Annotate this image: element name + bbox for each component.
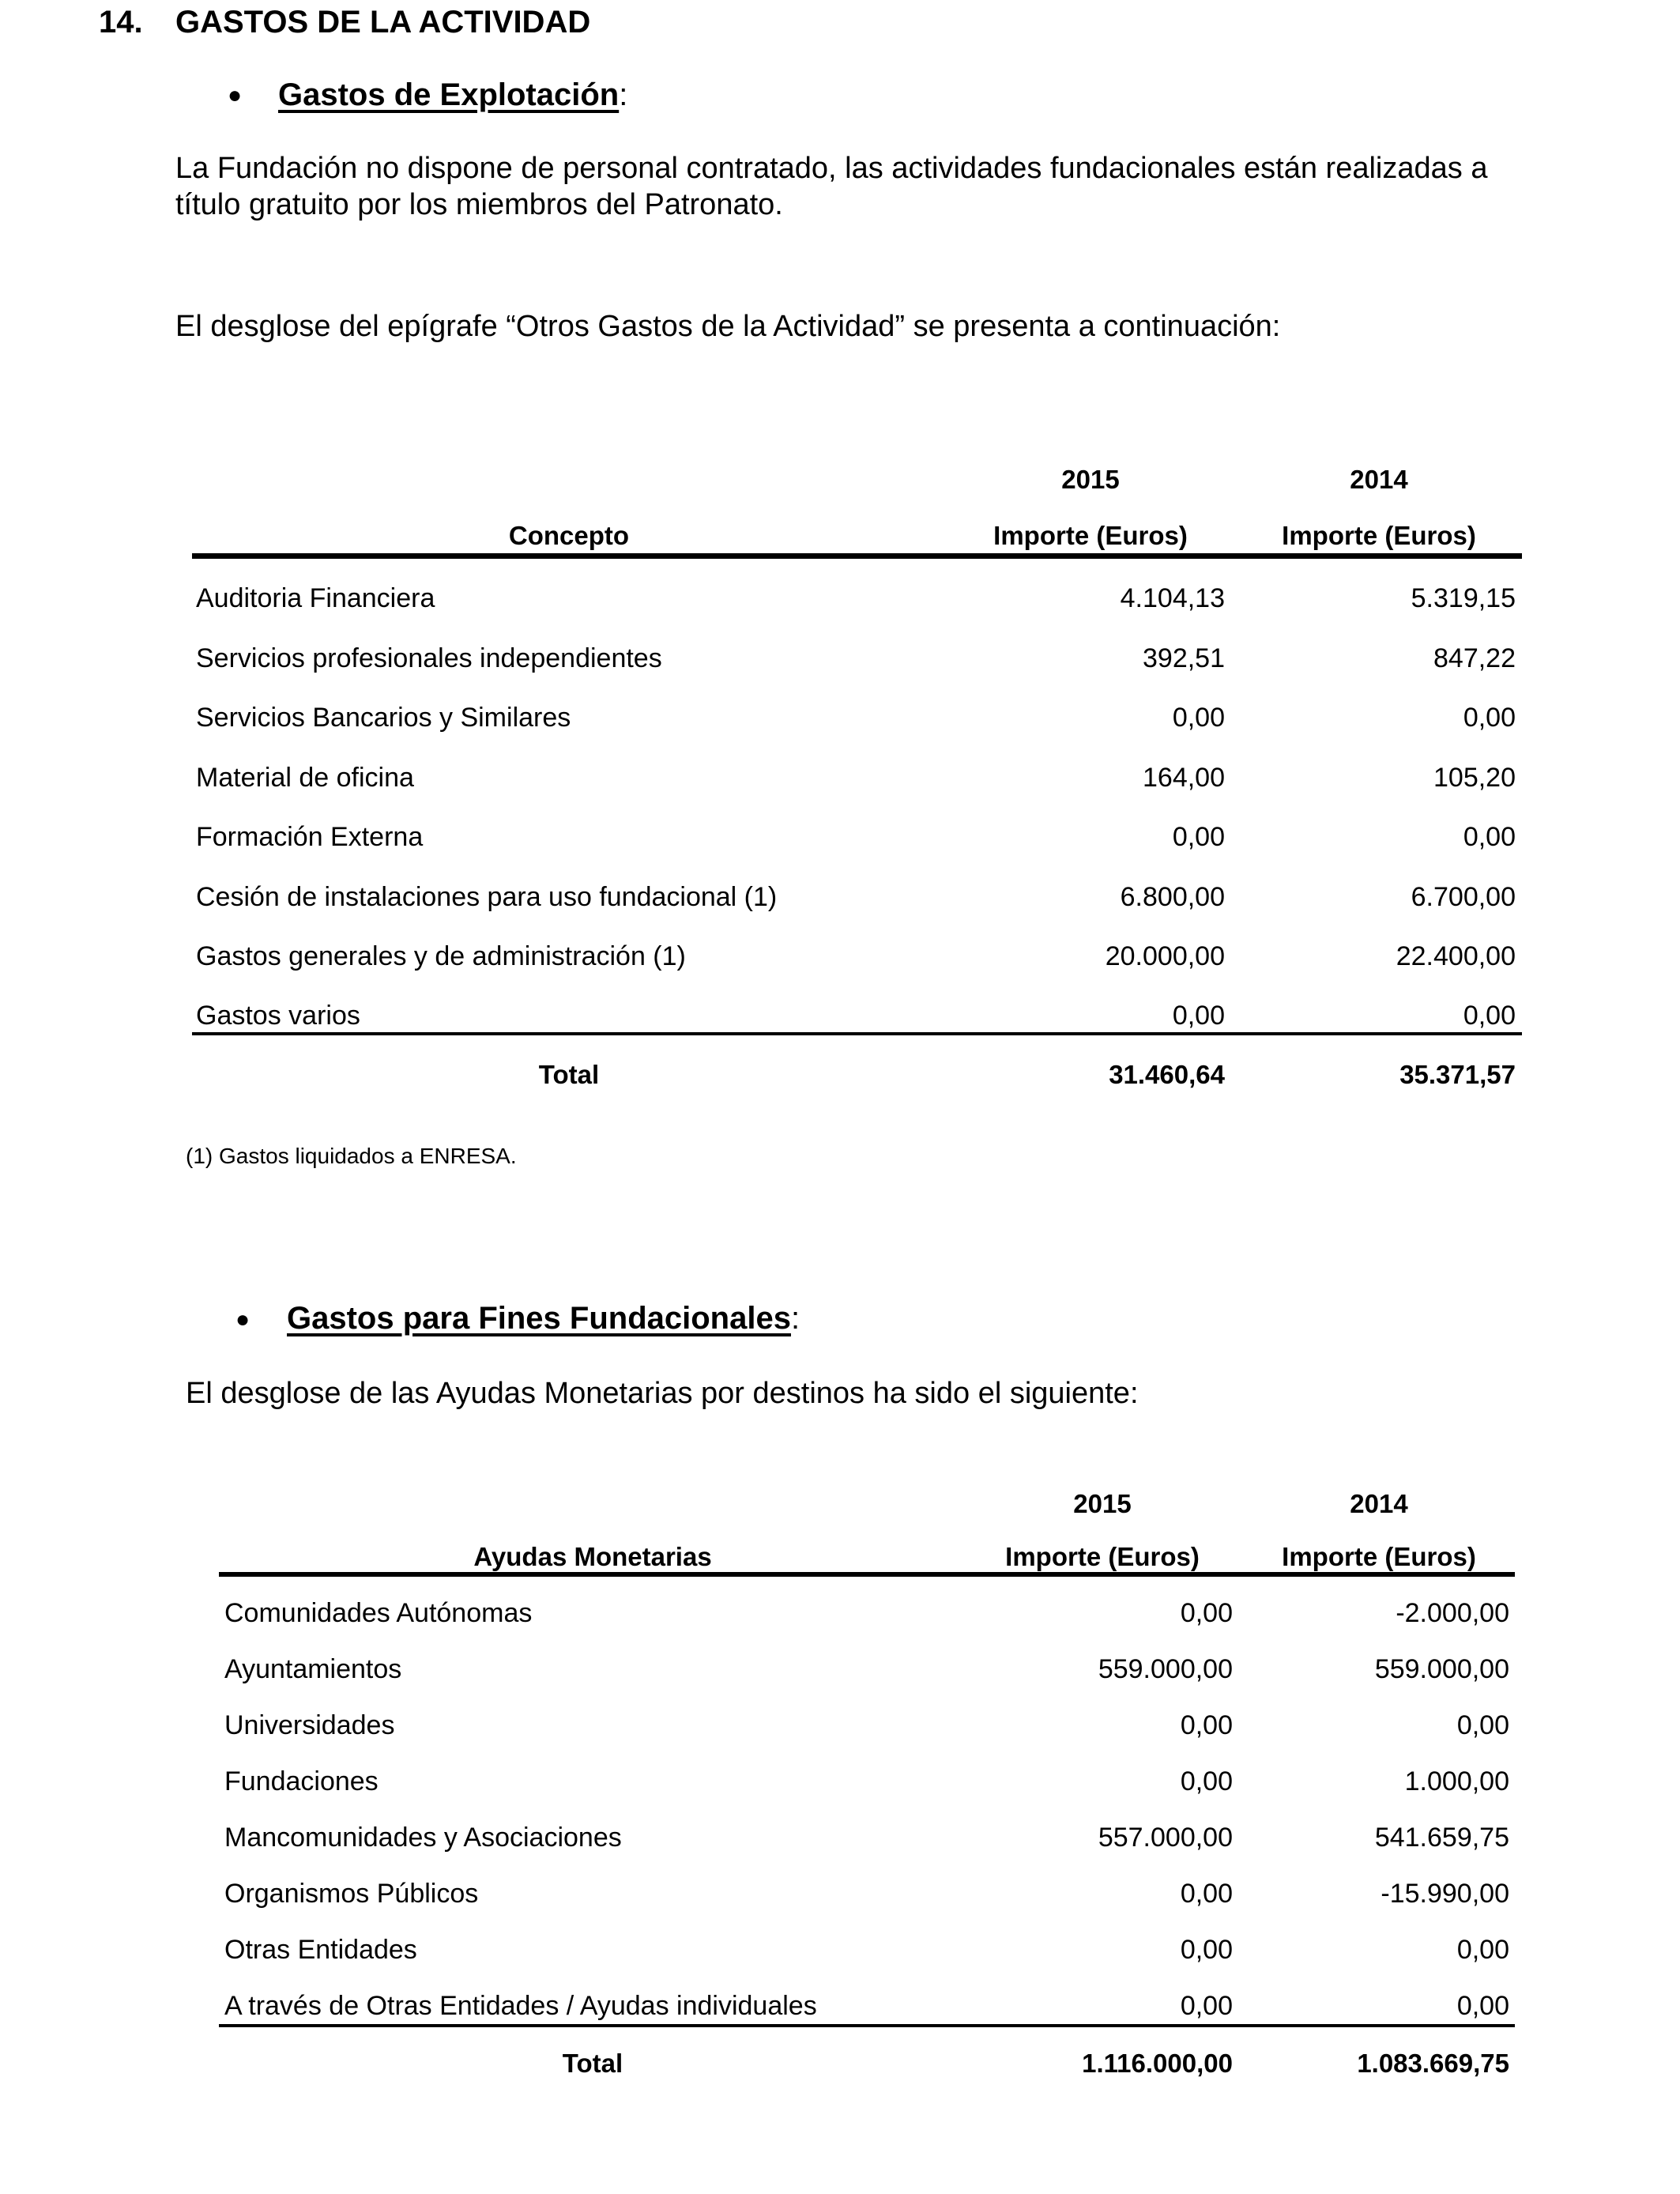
row-label: Cesión de instalaciones para uso fundacional (1) bbox=[196, 882, 778, 912]
row-label: Organismos Públicos bbox=[224, 1879, 479, 1909]
row-label: Material de oficina bbox=[196, 763, 414, 793]
row-value-2014: 22.400,00 bbox=[1396, 941, 1516, 971]
paragraph-line: título gratuito por los miembros del Patronato. bbox=[175, 188, 783, 221]
bullet-icon: ● bbox=[228, 82, 243, 108]
footnote: (1) Gastos liquidados a ENRESA. bbox=[186, 1144, 517, 1168]
row-value-2014: 0,00 bbox=[1456, 1710, 1509, 1740]
row-label: Auditoria Financiera bbox=[196, 583, 435, 613]
row-value-2015: 0,00 bbox=[1172, 703, 1225, 733]
paragraph-line: La Fundación no dispone de personal contratado, las actividades fundacionales están realizadas a bbox=[175, 152, 1488, 185]
row-label: Gastos varios bbox=[196, 1001, 360, 1031]
row-value-2015: 6.800,00 bbox=[1120, 882, 1225, 912]
row-label: Ayuntamientos bbox=[224, 1654, 402, 1684]
row-value-2014: 0,00 bbox=[1456, 1935, 1509, 1965]
row-value-2014: 559.000,00 bbox=[1374, 1654, 1509, 1684]
row-label: Formación Externa bbox=[196, 822, 424, 852]
row-value-2014: 0,00 bbox=[1463, 822, 1516, 852]
row-value-2014: -2.000,00 bbox=[1396, 1598, 1509, 1628]
column-header-importe: Importe (Euros) bbox=[1282, 521, 1476, 550]
row-value-2014: 847,22 bbox=[1433, 643, 1516, 673]
subheading-colon: : bbox=[619, 77, 628, 112]
total-value-2015: 1.116.000,00 bbox=[1082, 2049, 1233, 2078]
row-value-2014: 1.000,00 bbox=[1404, 1766, 1509, 1796]
row-label: Fundaciones bbox=[224, 1766, 379, 1796]
row-value-2015: 0,00 bbox=[1180, 1879, 1233, 1909]
row-label: A través de Otras Entidades / Ayudas individuales bbox=[224, 1991, 817, 2021]
paragraph-intro-table1: El desglose del epígrafe “Otros Gastos de la Actividad” se presenta a continuación: bbox=[175, 310, 1281, 343]
bullet-icon: ● bbox=[235, 1306, 250, 1333]
row-label: Otras Entidades bbox=[224, 1935, 417, 1965]
row-value-2015: 392,51 bbox=[1143, 643, 1225, 673]
column-year-2015: 2015 bbox=[1061, 465, 1120, 494]
row-label: Universidades bbox=[224, 1710, 395, 1740]
row-value-2015: 0,00 bbox=[1172, 822, 1225, 852]
column-header-importe: Importe (Euros) bbox=[1005, 1542, 1200, 1571]
row-value-2015: 557.000,00 bbox=[1098, 1823, 1233, 1853]
row-value-2014: 105,20 bbox=[1433, 763, 1516, 793]
row-value-2014: 0,00 bbox=[1456, 1991, 1509, 2021]
total-label: Total bbox=[538, 1060, 600, 1089]
subheading-fines-text: Gastos para Fines Fundacionales bbox=[287, 1301, 791, 1336]
subheading-explotacion bbox=[278, 77, 627, 113]
row-value-2014: -15.990,00 bbox=[1381, 1879, 1509, 1909]
column-header-importe: Importe (Euros) bbox=[993, 521, 1188, 550]
row-label: Comunidades Autónomas bbox=[224, 1598, 533, 1628]
row-value-2015: 0,00 bbox=[1180, 1935, 1233, 1965]
header-rule bbox=[219, 1572, 1515, 1577]
row-value-2014: 6.700,00 bbox=[1411, 882, 1516, 912]
row-value-2015: 0,00 bbox=[1180, 1710, 1233, 1740]
row-value-2015: 559.000,00 bbox=[1098, 1654, 1233, 1684]
section-title: GASTOS DE LA ACTIVIDAD bbox=[175, 5, 591, 40]
total-value-2014: 1.083.669,75 bbox=[1357, 2049, 1509, 2078]
row-value-2015: 0,00 bbox=[1180, 1598, 1233, 1628]
column-header-importe: Importe (Euros) bbox=[1282, 1542, 1476, 1571]
total-value-2015: 31.460,64 bbox=[1109, 1060, 1225, 1089]
total-value-2014: 35.371,57 bbox=[1399, 1060, 1516, 1089]
row-value-2015: 0,00 bbox=[1180, 1991, 1233, 2021]
row-value-2015: 0,00 bbox=[1180, 1766, 1233, 1796]
header-rule bbox=[192, 553, 1522, 559]
column-year-2015: 2015 bbox=[1073, 1489, 1132, 1518]
column-year-2014: 2014 bbox=[1350, 1489, 1408, 1518]
column-header-ayudas: Ayudas Monetarias bbox=[473, 1542, 712, 1571]
row-value-2014: 0,00 bbox=[1463, 1001, 1516, 1031]
column-year-2014: 2014 bbox=[1350, 465, 1408, 494]
section-number: 14. bbox=[99, 5, 143, 40]
row-label: Gastos generales y de administración (1) bbox=[196, 941, 686, 971]
row-value-2015: 20.000,00 bbox=[1105, 941, 1225, 971]
row-value-2014: 5.319,15 bbox=[1411, 583, 1516, 613]
row-value-2015: 4.104,13 bbox=[1120, 583, 1225, 613]
total-label: Total bbox=[562, 2049, 623, 2078]
subheading-explotacion-text: Gastos de Explotación bbox=[278, 77, 620, 112]
total-rule bbox=[219, 2024, 1515, 2027]
row-value-2015: 164,00 bbox=[1143, 763, 1225, 793]
row-label: Mancomunidades y Asociaciones bbox=[224, 1823, 622, 1853]
column-header-concepto: Concepto bbox=[508, 521, 630, 550]
row-label: Servicios profesionales independientes bbox=[196, 643, 662, 673]
subheading-fines bbox=[287, 1301, 800, 1336]
total-rule bbox=[192, 1032, 1522, 1035]
row-value-2014: 541.659,75 bbox=[1374, 1823, 1509, 1853]
subheading-colon: : bbox=[790, 1301, 800, 1336]
row-label: Servicios Bancarios y Similares bbox=[196, 703, 571, 733]
row-value-2014: 0,00 bbox=[1463, 703, 1516, 733]
row-value-2015: 0,00 bbox=[1172, 1001, 1225, 1031]
paragraph-intro-table2: El desglose de las Ayudas Monetarias por destinos ha sido el siguiente: bbox=[186, 1377, 1139, 1410]
